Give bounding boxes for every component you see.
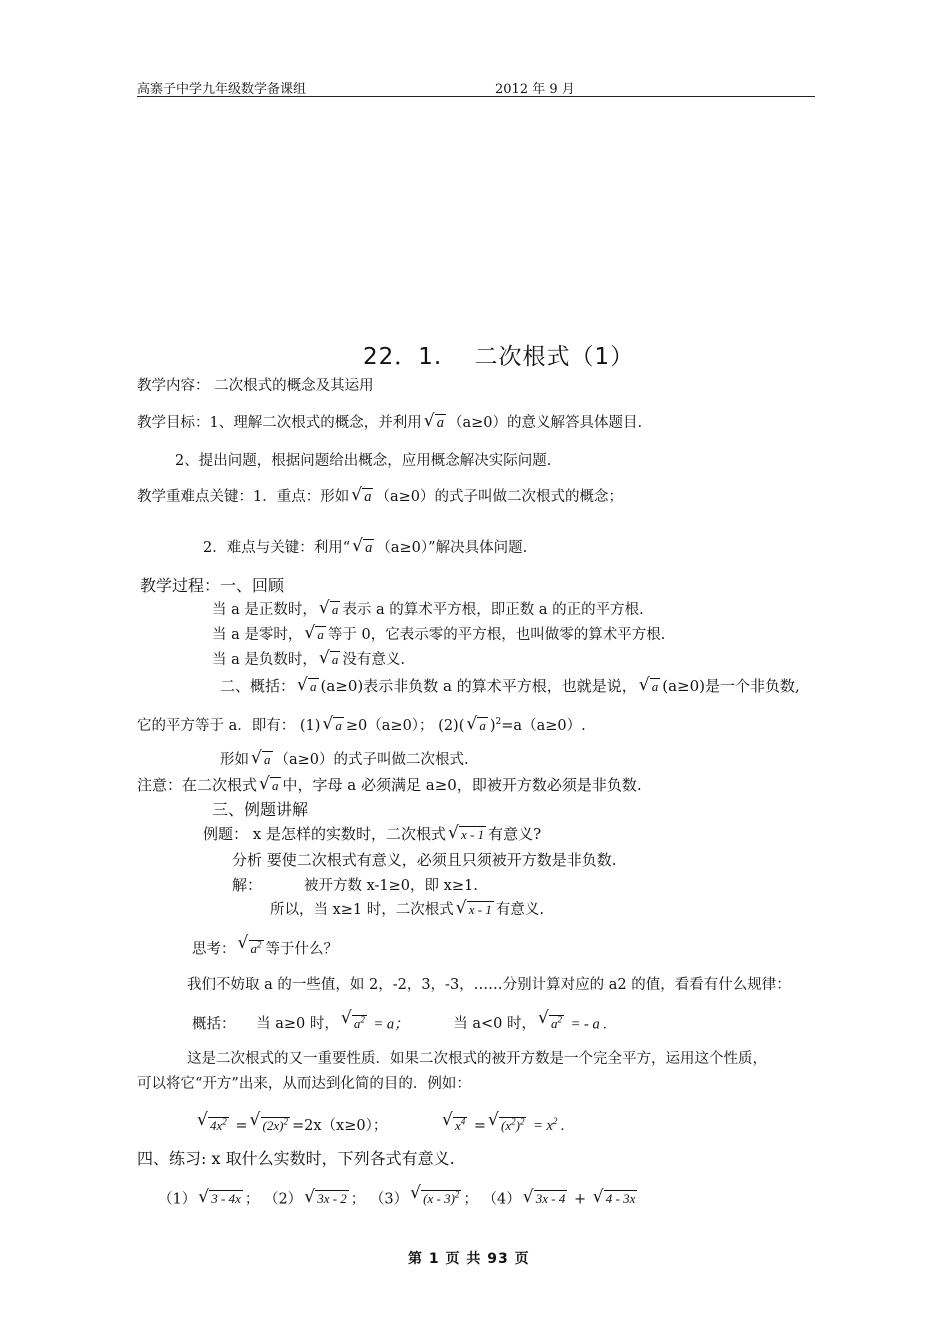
sqrt-3-minus-4x: √ 3 - 4x (198, 1191, 243, 1208)
exercise-items: （1）√ 3 - 4x ； （2）√ 3x - 2 ； （3）√ (x - 3)$^2$ ； （4）√ 3x - 4 + √ 4 - 3x (158, 1187, 639, 1209)
header-right: 2012 年 9 月 (495, 82, 575, 97)
summary-3: 形如√ a （a≥0）的式子叫做二次根式. (220, 750, 469, 770)
solution-conclusion: 所以，当 x≥1 时，二次根式√ x - 1 有意义. (270, 900, 544, 920)
review-3: 当 a 是负数时，√ a 没有意义. (212, 650, 405, 670)
solution-text: 被开方数 x-1≥0，即 x≥1. (304, 878, 478, 894)
sqrt-a-squared: (√ a )$^2$ (459, 718, 502, 734)
summary-1: 二、概括：√ a (a≥0)表示非负数 a 的算术平方根，也就是说，√ a (a≥0)是一个非负数, (220, 676, 800, 696)
goal-2: 2、提出问题，根据问题给出概念，应用概念解决实际问题. (175, 453, 552, 469)
think: 思考：√ $a^2$ 等于什么？ (192, 937, 338, 959)
sqrt-a: √ a (319, 602, 341, 619)
page-footer: 第 1 页 共 93 页 (408, 1251, 530, 1267)
header-left: 高寨子中学九年级数学备课组 (137, 82, 307, 97)
sqrt-3x-minus-4: √ 3x - 4 (523, 1191, 568, 1208)
sqrt-x4: √ $x^4$ (442, 1114, 467, 1135)
review-2: 当 a 是零时，√ a 等于 0，它表示零的平方根，也叫做零的算术平方根. (212, 625, 665, 645)
example-heading: 三、例题讲解 (212, 800, 309, 819)
sqrt-4-minus-3x: √ 4 - 3x (593, 1191, 638, 1208)
solution-label: 解： (232, 876, 263, 894)
exercise-heading: 四、练习: x 取什么实数时，下列各式有意义. (137, 1149, 455, 1168)
sqrt-a: √ a (639, 679, 661, 696)
sqrt-a: √ a (319, 652, 341, 669)
think-try: 我们不妨取 a 的一些值，如 2，-2，3，-3，……分别计算对应的 a2 的值，看看有什么规律： (187, 977, 791, 993)
header-rule (137, 96, 815, 97)
review-1: 当 a 是正数时，√ a 表示 a 的算术平方根，即正数 a 的正的平方根. (212, 600, 644, 620)
generalize: 概括： 当 a≥0 时，√ $a^2 = a$； 当 a<0 时，√ $a^2$ = - a . (192, 1012, 607, 1034)
sqrt-x-minus-1: √ x - 1 (448, 827, 486, 844)
property-1: 这是二次根式的又一重要性质．如果二次根式的被开方数是一个完全平方，运用这个性质， (187, 1051, 767, 1067)
property-examples: √ $4x^2$ =√ $(2x)^2 =2x(x\ge 0)$； √ $x^4$ =√ $(x^2)^2 = x^2$ . (195, 1111, 565, 1136)
property-2: 可以将它“开方”出来，从而达到化简的目的．例如： (137, 1076, 471, 1092)
sqrt-4x2: √ $4x^2$ (197, 1114, 229, 1135)
note: 注意：在二次根式√ a 中，字母 a 必须满足 a≥0，即被开方数必须是非负数. (137, 775, 642, 795)
example-question: 例题： x 是怎样的实数时，二次根式√ x - 1 有意义? (203, 824, 541, 844)
sqrt-a: √ a (259, 778, 281, 795)
example-analysis: 分析 要使二次根式有意义，必须且只须被开方数是非负数. (232, 851, 617, 869)
sqrt-3x-minus-2: √ 3x - 2 (304, 1191, 349, 1208)
sqrt-a: √ a (251, 752, 273, 769)
sqrt-a: √ a (424, 415, 446, 431)
sqrt-a: √ a (352, 540, 374, 556)
sqrt-a: √ a (351, 489, 373, 505)
page-title: 22．1. 二次根式（1） (363, 344, 635, 370)
content-line: 教学内容： 二次根式的概念及其运用 (137, 378, 374, 394)
sqrt-x-minus-3-sq: √ (x - 3)$^2$ (410, 1187, 461, 1208)
key-1: 教学重难点关键：1．重点：形如√ a （a≥0）的式子叫做二次根式的概念； (137, 487, 623, 507)
sqrt-a-sq: √ $a^2$ (538, 1012, 564, 1033)
key-2: 2．难点与关键：利用“√ a （a≥0）”解决具体问题. (203, 538, 527, 558)
sqrt-x2-sq: √ $(x^2)^2$ (488, 1114, 526, 1135)
sqrt-x-minus-1: √ x - 1 (456, 902, 494, 919)
sqrt-a-sq: √ $a^2$ (238, 937, 264, 958)
sqrt-a: √ a (297, 679, 319, 696)
sqrt-a-sq: √ $a^2$ (341, 1012, 367, 1033)
summary-2: 它的平方等于 a．即有： (1)√ a ≥0（a≥0）； (2)(√ a )$^2$=a（a≥0）. (137, 712, 586, 736)
sqrt-2x-sq: √ $(2x)^2$ (250, 1114, 290, 1135)
sqrt-a: √ a (304, 627, 326, 644)
goal-1: 教学目标：1、理解二次根式的概念，并利用√ a （a≥0）的意义解答具体题目. (137, 413, 642, 433)
sqrt-a: √ a (322, 718, 344, 735)
process-heading: 教学过程：一、回顾 (140, 576, 285, 595)
